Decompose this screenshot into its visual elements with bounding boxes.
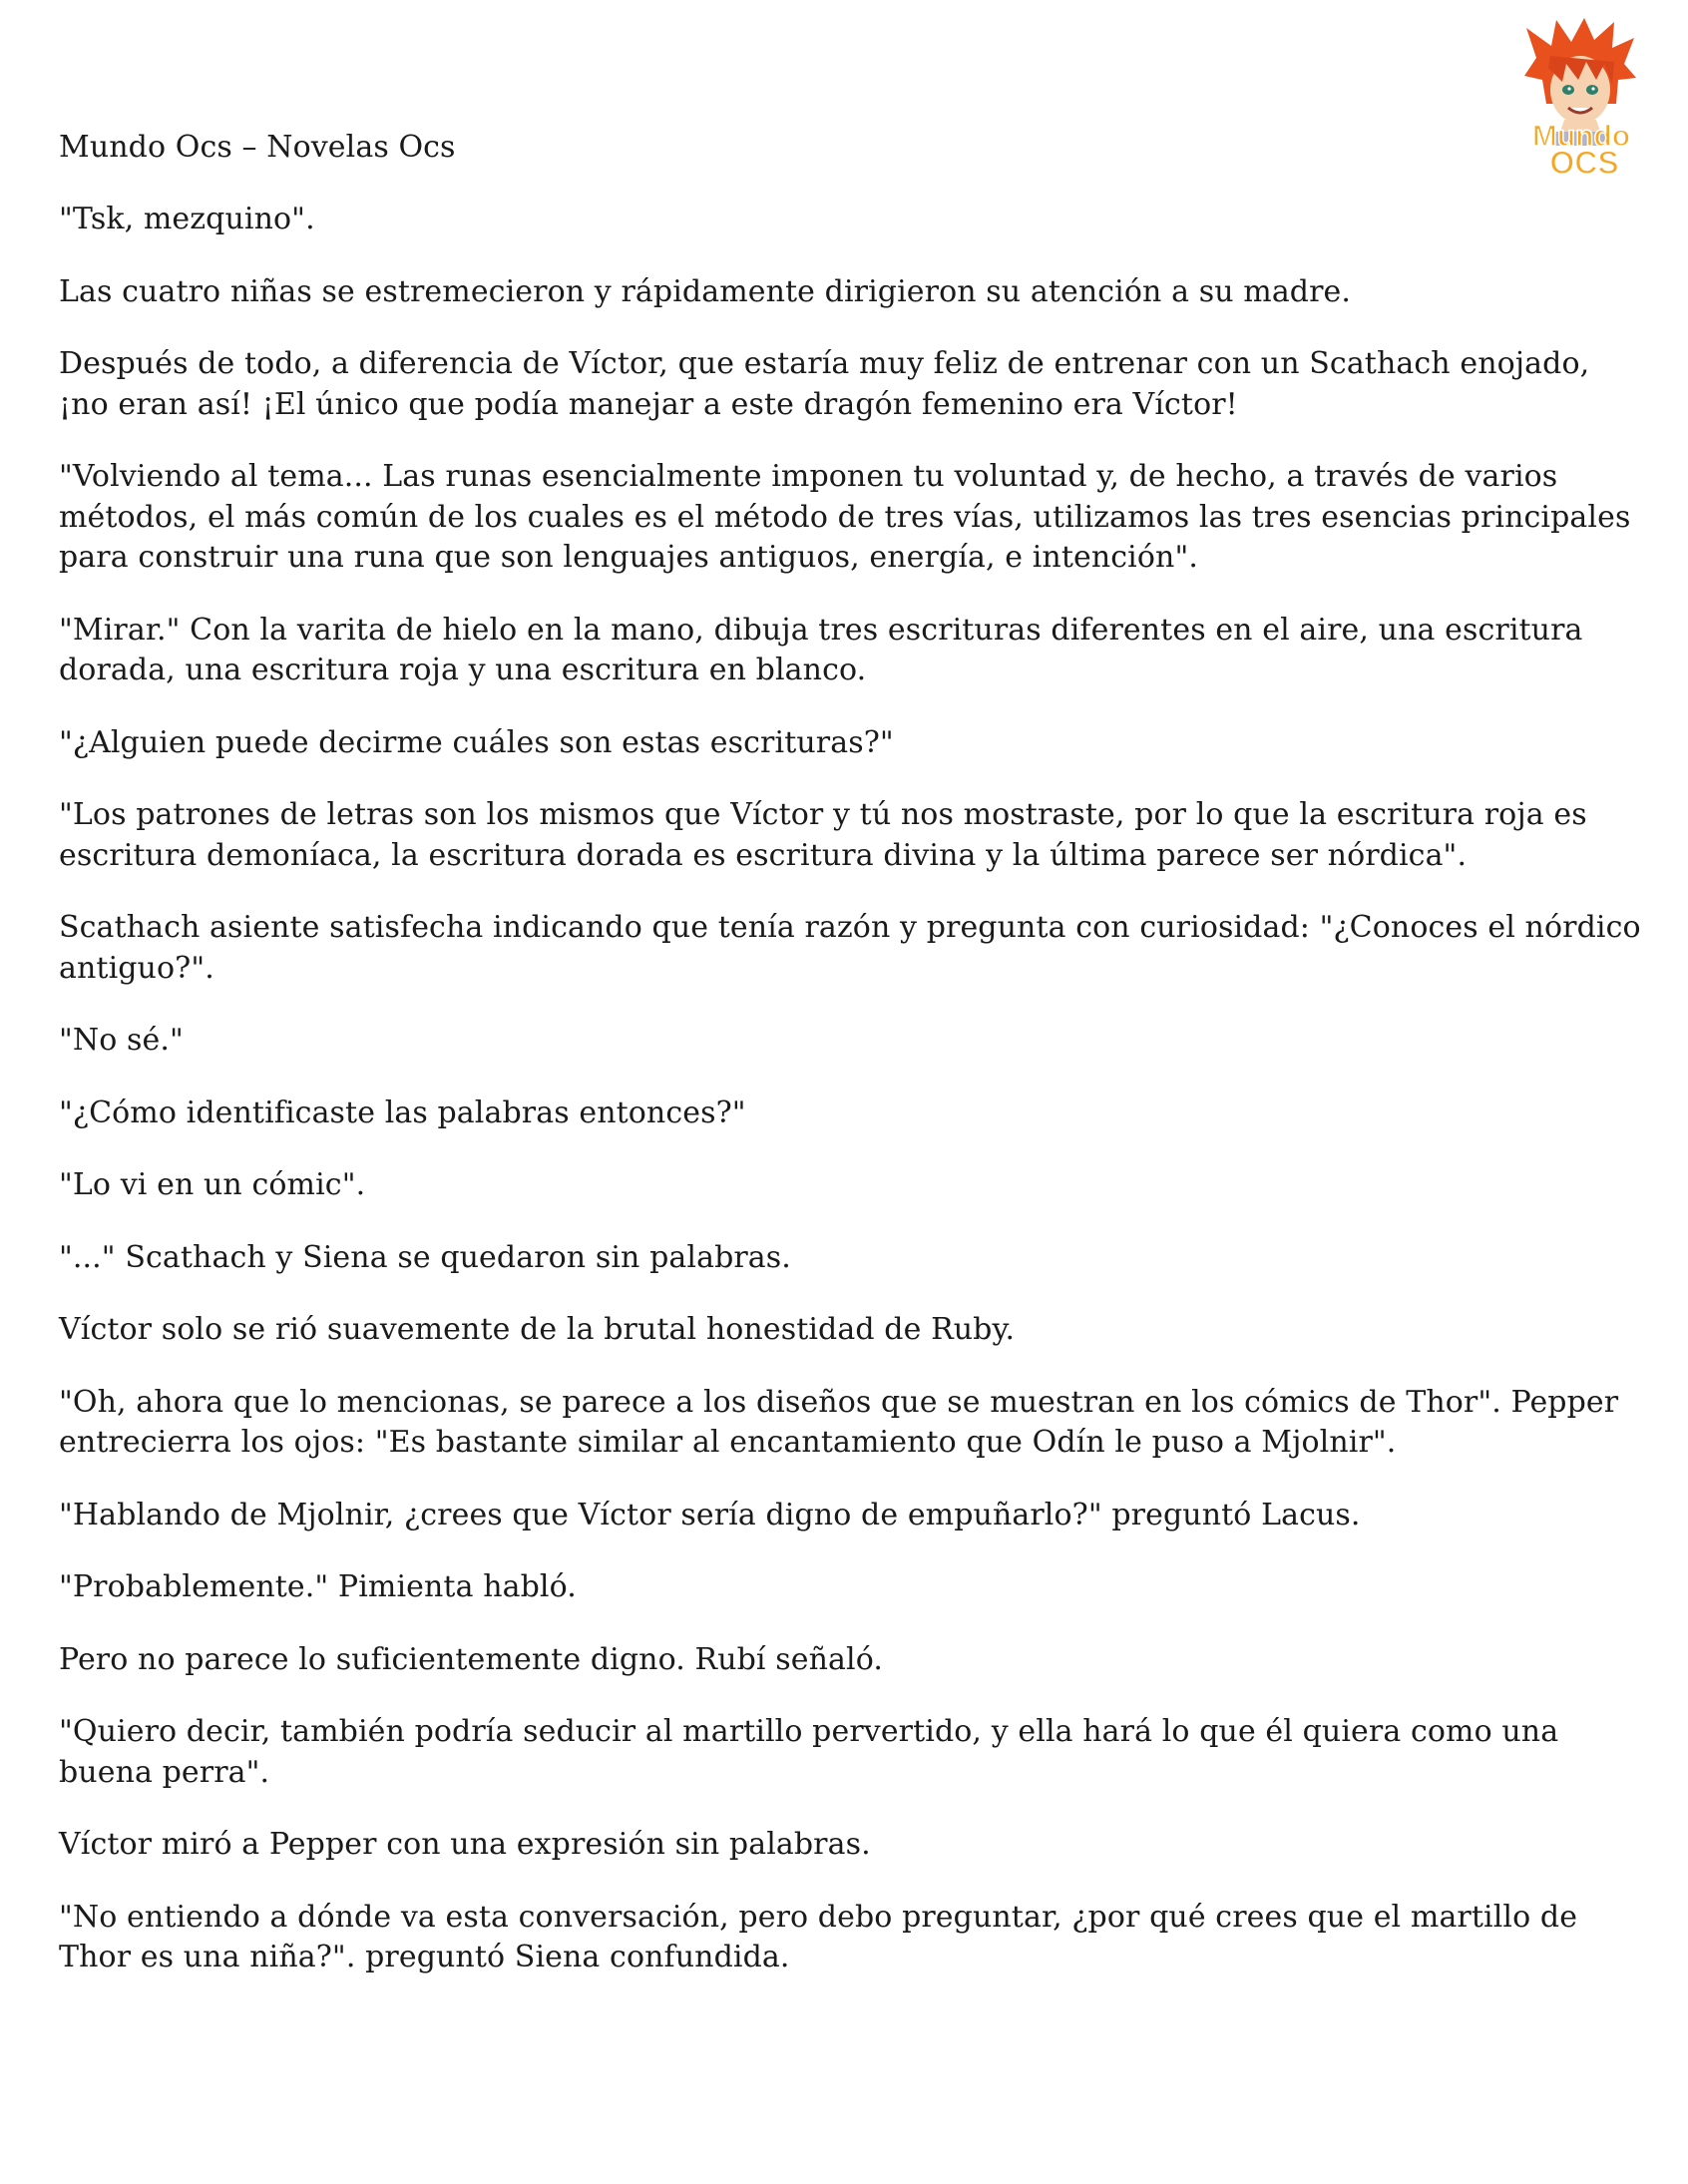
paragraph: "Tsk, mezquino". bbox=[59, 202, 315, 236]
paragraph: "Mirar." Con la varita de hielo en la mano, dibuja tres escrituras diferentes en el aire, una escritura dorada, una escritura roja y una escritura en blanco. bbox=[59, 612, 1583, 687]
paragraph: Víctor miró a Pepper con una expresión sin palabras. bbox=[59, 1827, 871, 1862]
paragraph: "..." Scathach y Siena se quedaron sin palabras. bbox=[59, 1239, 791, 1275]
logo-text-line1: Mundo bbox=[1531, 120, 1631, 153]
paragraph: Pero no parece lo suficientemente digno. Rubí señaló. bbox=[59, 1641, 883, 1677]
document-body bbox=[59, 128, 1645, 2010]
paragraph: "No entiendo a dónde va esta conversación, pero debo preguntar, ¿por qué crees que el martillo de Thor es una niña?". preguntó Siena confundida. bbox=[59, 1899, 1578, 1974]
paragraph: "Oh, ahora que lo mencionas, se parece a los diseños que se muestran en los cómics de Thor". Pepper entrecierra los ojos: "Es bastante similar al encantamiento que Odín le puso a Mjolnir". bbox=[59, 1384, 1619, 1460]
logo-text-line2: OCS bbox=[1549, 145, 1619, 178]
paragraph: Víctor solo se rió suavemente de la brutal honestidad de Ruby. bbox=[59, 1312, 1016, 1347]
paragraph: "Probablemente." Pimienta habló. bbox=[59, 1569, 577, 1604]
paragraph: "Quiero decir, también podría seducir al martillo pervertido, y ella hará lo que él quiera como una buena perra". bbox=[59, 1714, 1559, 1790]
paragraph: Después de todo, a diferencia de Víctor, que estaría muy feliz de entrenar con un Scathach enojado, ¡no eran así! ¡El único que podía manejar a este dragón femenino era Víctor! bbox=[59, 346, 1590, 422]
paragraph: "¿Cómo identificaste las palabras entonces?" bbox=[59, 1094, 746, 1130]
paragraph: Las cuatro niñas se estremecieron y rápidamente dirigieron su atención a su madre. bbox=[59, 273, 1352, 309]
paragraph: "Hablando de Mjolnir, ¿crees que Víctor sería digno de empuñarlo?" preguntó Lacus. bbox=[59, 1497, 1361, 1532]
paragraph: "Los patrones de letras son los mismos que Víctor y tú nos mostraste, por lo que la escritura roja es escritura demoníaca, la escritura dorada es escritura divina y la última parece ser nórdica". bbox=[59, 797, 1587, 873]
paragraph: "No sé." bbox=[59, 1023, 184, 1058]
paragraph: "¿Alguien puede decirme cuáles son estas escrituras?" bbox=[59, 724, 894, 760]
document-header: Mundo Ocs – Novelas Ocs bbox=[59, 130, 456, 165]
paragraph: Scathach asiente satisfecha indicando que tenía razón y pregunta con curiosidad: "¿Conoces el nórdico antiguo?". bbox=[59, 910, 1641, 986]
paragraph: "Volviendo al tema... Las runas esencialmente imponen tu voluntad y, de hecho, a través de varios métodos, el más común de los cuales es el método de tres vías, utilizamos las tres esencias principales para construir una runa que son lenguajes antiguos, energía, e intención". bbox=[59, 459, 1631, 575]
paragraph: "Lo vi en un cómic". bbox=[59, 1167, 366, 1202]
